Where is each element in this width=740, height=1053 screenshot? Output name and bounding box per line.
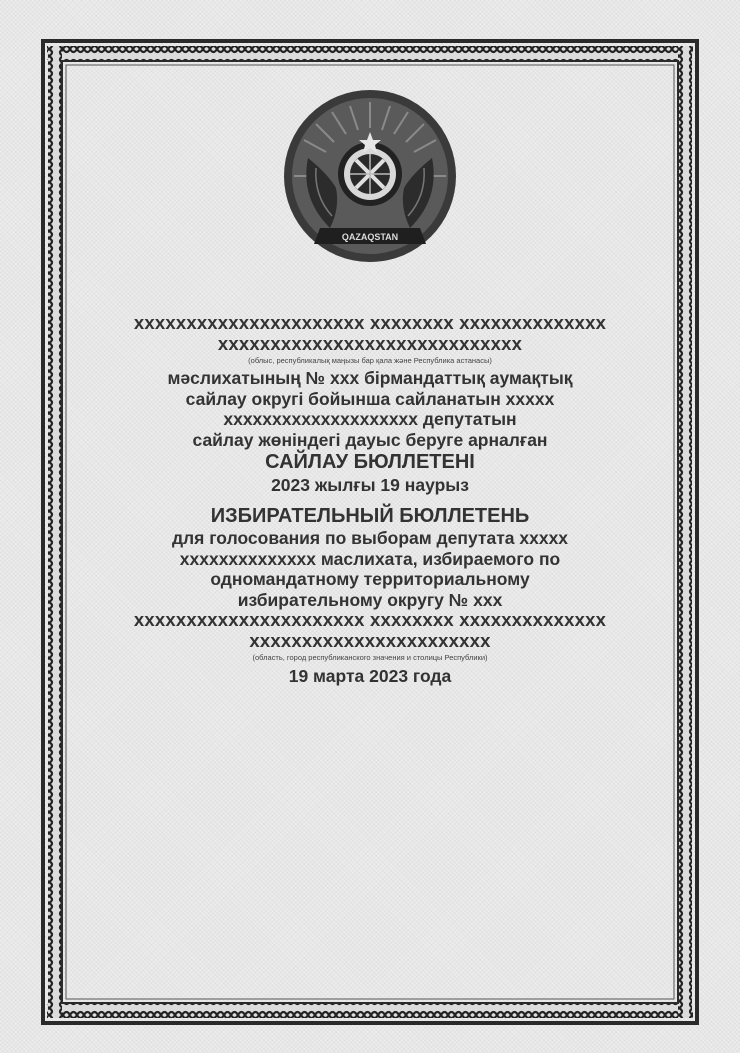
kz-region-note: (облыс, республикалық маңызы бар қала және Республика астанасы): [248, 356, 492, 365]
kz-date: 2023 жылғы 19 наурыз: [271, 475, 469, 495]
kz-line-2: сайлау округі бойынша сайланатын ххххх: [185, 388, 555, 409]
kz-region-line-2: xxxxxxxxxxxxxxxxxxxxxxxxxxxxx: [217, 332, 523, 354]
ru-line-2: хххххххххххххх маслихата, избираемого по: [179, 548, 561, 569]
emblem-label: QAZAQSTAN: [341, 232, 399, 242]
kz-title: САЙЛАУ БЮЛЛЕТЕНІ: [265, 451, 475, 473]
kz-region-line-1: xxxxxxxxxxxxxxxxxxxxxx xxxxxxxx xxxxxxxxxxxxxx: [133, 312, 607, 333]
ru-title: ИЗБИРАТЕЛЬНЫЙ БЮЛЛЕТЕНЬ: [210, 505, 530, 527]
kz-line-3: хххххххххххххххххххх депутатын: [223, 409, 517, 429]
ru-line-4: избирательному округу № ххх: [237, 589, 503, 610]
ru-line-1: для голосования по выборам депутата ххххх: [171, 528, 569, 548]
kz-line-4: сайлау жөніндегі дауыс беруге арналған: [192, 429, 548, 450]
ru-region-note: (область, город республиканского значения и столицы Республики): [252, 653, 488, 662]
ru-date: 19 марта 2023 года: [288, 666, 452, 686]
ballot-heading: [100, 313, 640, 687]
ru-region-line-1: xxxxxxxxxxxxxxxxxxxxxx xxxxxxxx xxxxxxxxxxxxxx: [133, 609, 607, 630]
state-emblem-icon: [280, 88, 460, 268]
kz-line-1: мәслихатының № ххх бірмандаттық аумақтық: [167, 368, 573, 388]
ru-region-line-2: xxxxxxxxxxxxxxxxxxxxxxx: [249, 629, 491, 651]
ru-line-3: одномандатному территориальному: [210, 569, 530, 589]
